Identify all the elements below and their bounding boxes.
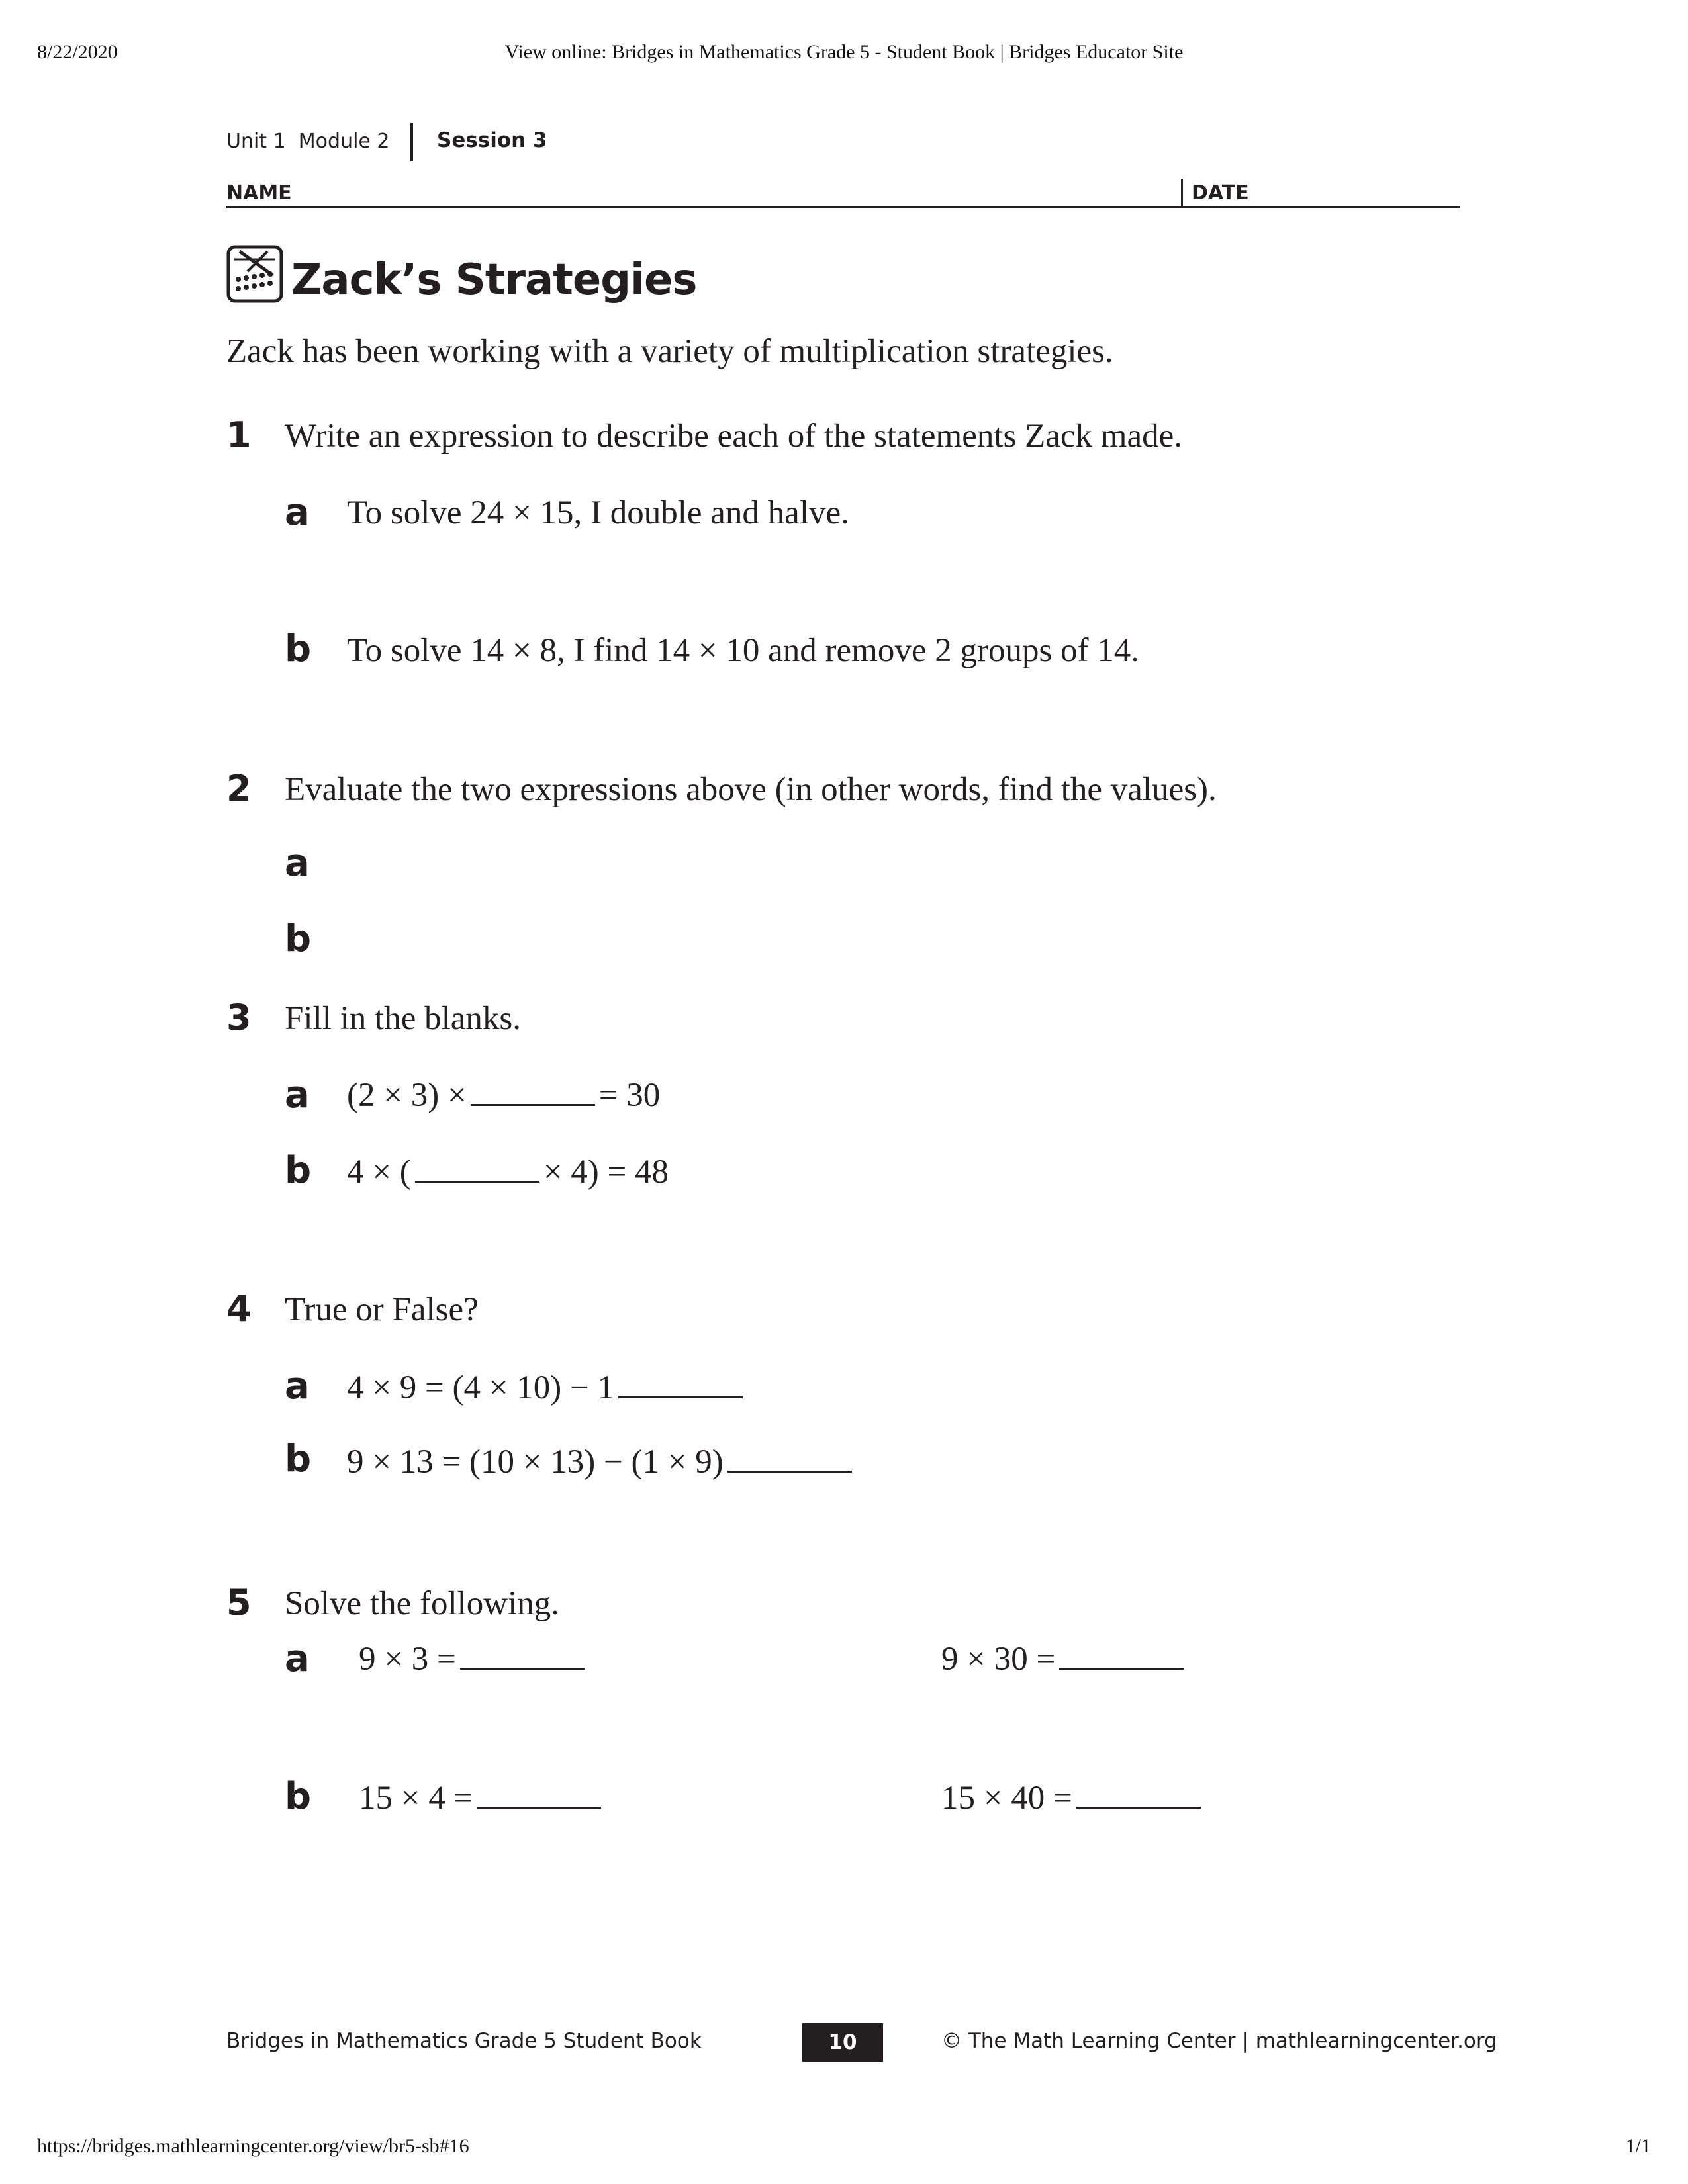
question-2-prompt: Evaluate the two expressions above (in other words, find the values). xyxy=(285,771,1217,808)
question-5b-letter: b xyxy=(285,1775,312,1818)
question-3b-letter: b xyxy=(285,1149,312,1192)
question-3a-equation xyxy=(347,1076,660,1115)
question-4b-letter: b xyxy=(285,1437,312,1480)
question-3a-post: = 30 xyxy=(598,1077,661,1114)
question-2a-letter: a xyxy=(285,842,310,885)
question-1-number: 1 xyxy=(226,414,252,456)
question-3a-pre: (2 × 3) × xyxy=(347,1077,467,1114)
question-4a-equation xyxy=(347,1369,747,1407)
question-3a-letter: a xyxy=(285,1073,310,1116)
question-5b-left xyxy=(359,1779,605,1817)
question-2b-letter: b xyxy=(285,917,312,960)
question-3b-equation xyxy=(347,1153,669,1191)
name-date-rule xyxy=(226,206,1460,208)
print-url: https://bridges.mathlearningcenter.org/view/br5-sb#16 xyxy=(37,2135,469,2157)
answer-blank[interactable] xyxy=(415,1180,539,1183)
question-4-prompt: True or False? xyxy=(285,1291,479,1328)
footer-separator: | xyxy=(1242,2029,1249,2053)
footer-site: mathlearningcenter.org xyxy=(1255,2029,1497,2053)
print-page-count: 1/1 xyxy=(1625,2135,1651,2157)
question-4b-text: 9 × 13 = (10 × 13) − (1 × 9) xyxy=(347,1443,724,1480)
header-divider xyxy=(410,123,413,161)
print-title: View online: Bridges in Mathematics Grade 5 - Student Book | Bridges Educator Site xyxy=(504,41,1184,63)
answer-blank[interactable] xyxy=(460,1667,585,1670)
question-5-prompt: Solve the following. xyxy=(285,1585,560,1622)
question-1b-letter: b xyxy=(285,627,312,670)
footer-book-title: Bridges in Mathematics Grade 5 Student Book xyxy=(226,2029,702,2053)
footer-credit xyxy=(941,2029,1497,2053)
question-3b-post: × 4) = 48 xyxy=(543,1154,669,1191)
answer-blank[interactable] xyxy=(1059,1667,1184,1670)
question-5a-left-text: 9 × 3 = xyxy=(359,1641,456,1678)
question-3-number: 3 xyxy=(226,997,252,1038)
question-4a-text: 4 × 9 = (4 × 10) − 1 xyxy=(347,1369,615,1406)
print-date: 8/22/2020 xyxy=(37,41,118,63)
question-4b-equation xyxy=(347,1443,856,1481)
date-label: DATE xyxy=(1192,181,1249,205)
footer-copyright: © The Math Learning Center xyxy=(941,2029,1236,2053)
answer-blank[interactable] xyxy=(618,1396,743,1398)
page-number: 10 xyxy=(802,2023,883,2062)
answer-blank[interactable] xyxy=(477,1806,601,1809)
unit-text: Unit 1 xyxy=(226,130,286,153)
question-3b-pre: 4 × ( xyxy=(347,1154,411,1191)
question-5b-right xyxy=(941,1779,1205,1817)
answer-blank[interactable] xyxy=(727,1470,852,1473)
question-1b-text: To solve 14 × 8, I find 14 × 10 and remove 2 groups of 14. xyxy=(347,632,1140,669)
answer-blank[interactable] xyxy=(471,1103,595,1106)
work-place-icon xyxy=(226,245,283,303)
question-5a-letter: a xyxy=(285,1637,310,1680)
question-4-number: 4 xyxy=(226,1288,252,1330)
page-title: Zack’s Strategies xyxy=(291,255,697,304)
name-date-divider xyxy=(1181,179,1183,208)
question-1a-text: To solve 24 × 15, I double and halve. xyxy=(347,494,849,531)
intro-text: Zack has been working with a variety of multiplication strategies. xyxy=(226,333,1113,370)
module-text: Module 2 xyxy=(298,130,390,153)
question-5a-right-text: 9 × 30 = xyxy=(941,1641,1056,1678)
question-3-prompt: Fill in the blanks. xyxy=(285,1000,521,1037)
question-5-number: 5 xyxy=(226,1582,252,1623)
session-label: Session 3 xyxy=(437,128,547,152)
question-5b-right-text: 15 × 40 = xyxy=(941,1780,1072,1817)
question-4a-letter: a xyxy=(285,1365,310,1408)
name-label: NAME xyxy=(226,181,292,205)
question-2-number: 2 xyxy=(226,768,252,809)
question-1a-letter: a xyxy=(285,491,310,534)
question-5b-left-text: 15 × 4 = xyxy=(359,1780,473,1817)
question-1-prompt: Write an expression to describe each of the statements Zack made. xyxy=(285,418,1182,455)
unit-label xyxy=(226,130,390,153)
question-5a-left xyxy=(359,1640,588,1678)
question-5a-right xyxy=(941,1640,1188,1678)
answer-blank[interactable] xyxy=(1076,1806,1201,1809)
